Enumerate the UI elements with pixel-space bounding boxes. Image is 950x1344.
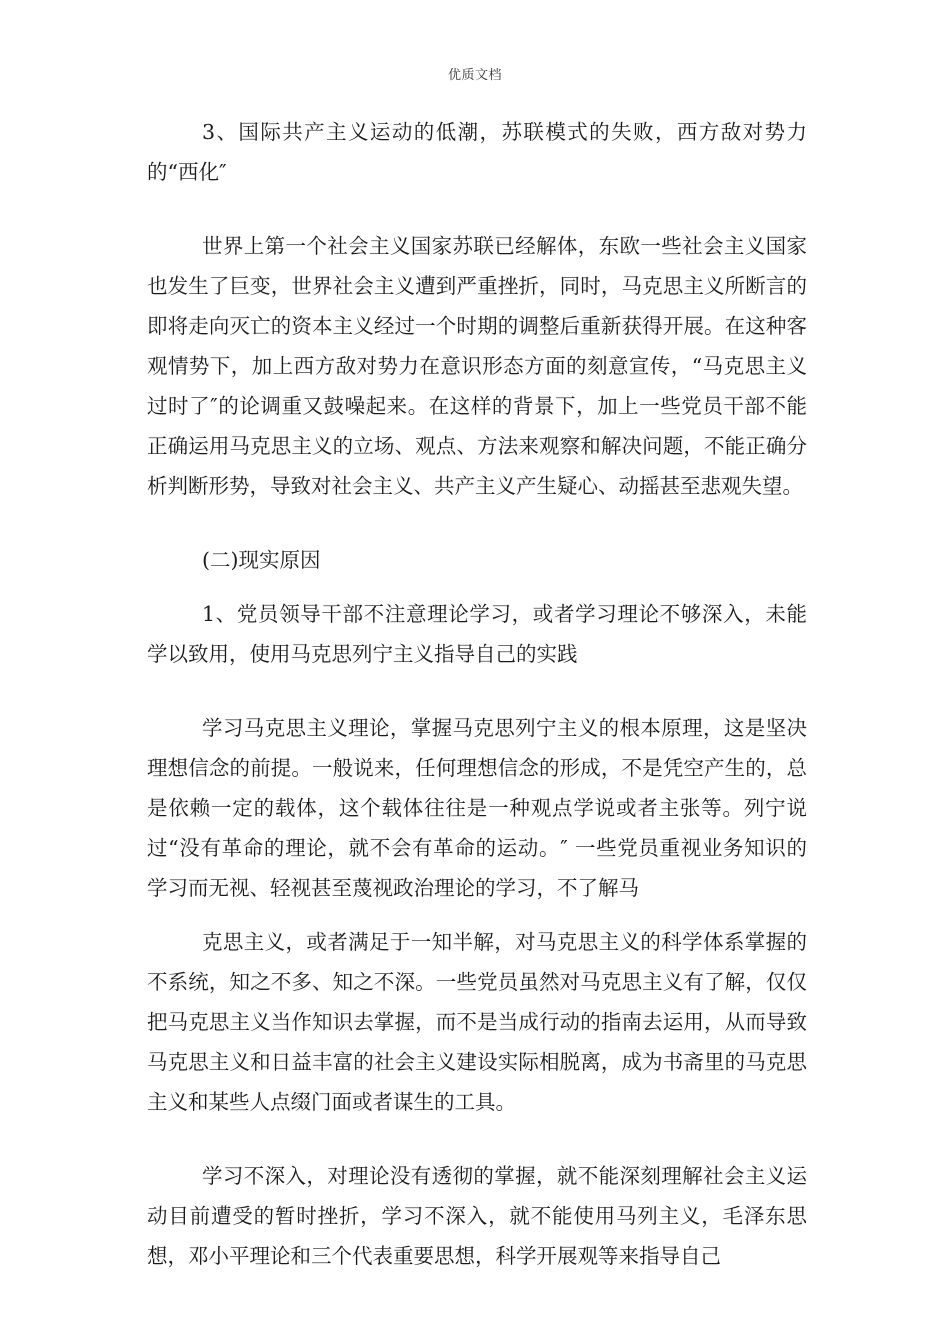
paragraph-body: 世界上第一个社会主义国家苏联已经解体，东欧一些社会主义国家也发生了巨变，世界社会主义遭到严重挫折，同时，马克思主义所断言的即将走向灭亡的资本主义经过一个时期的调整后重新获得开展。在这种客观情势下，加上西方敌对势力在意识形态方面的刻意宣传，“马克思主义过时了″的论调重又鼓噪起来。在这样的背景下，加上一些党员干部不能正确运用马克思主义的立场、观点、方法来观察和解决问题，不能正确分析判断形势，导致对社会主义、共产主义产生疑心、动摇甚至悲观失望。 [147, 234, 807, 498]
paragraph-body: 学习马克思主义理论，掌握马克思列宁主义的根本原理，这是坚决理想信念的前提。一般说来，任何理想信念的形成，不是凭空产生的，总是依赖一定的载体，这个载体往往是一种观点学说或者主张等。列宁说过“没有革命的理论，就不会有革命的运动。″ 一些党员重视业务知识的学习而无视、轻视甚至蔑视政治理论的学习，不了解马 [147, 716, 807, 900]
document-body [147, 112, 807, 1310]
page-header: 优质文档 [447, 68, 502, 83]
paragraph-heading-3: 3、国际共产主义运动的低潮，苏联模式的失败，西方敌对势力的“西化″ [147, 120, 807, 184]
paragraph-body: 克思主义，或者满足于一知半解，对马克思主义的科学体系掌握的不系统，知之不多、知之不深。一些党员虽然对马克思主义有了解，仅仅把马克思主义当作知识去掌握，而不是当成行动的指南去运用，从而导致马克思主义和日益丰富的社会主义建设实际相脱离，成为书斋里的马克思主义和某些人点缀门面或者谋生的工具。 [147, 930, 807, 1114]
paragraph-body: 学习不深入，对理论没有透彻的掌握，就不能深刻理解社会主义运动目前遭受的暂时挫折，学习不深入，就不能使用马列主义，毛泽东思想，邓小平理论和三个代表重要思想，科学开展观等来指导自己 [147, 1164, 807, 1268]
section-heading: (二)现实原因 [202, 548, 321, 572]
paragraph-heading-1: 1、党员领导干部不注意理论学习，或者学习理论不够深入，未能学以致用，使用马克思列宁主义指导自己的实践 [147, 602, 807, 666]
